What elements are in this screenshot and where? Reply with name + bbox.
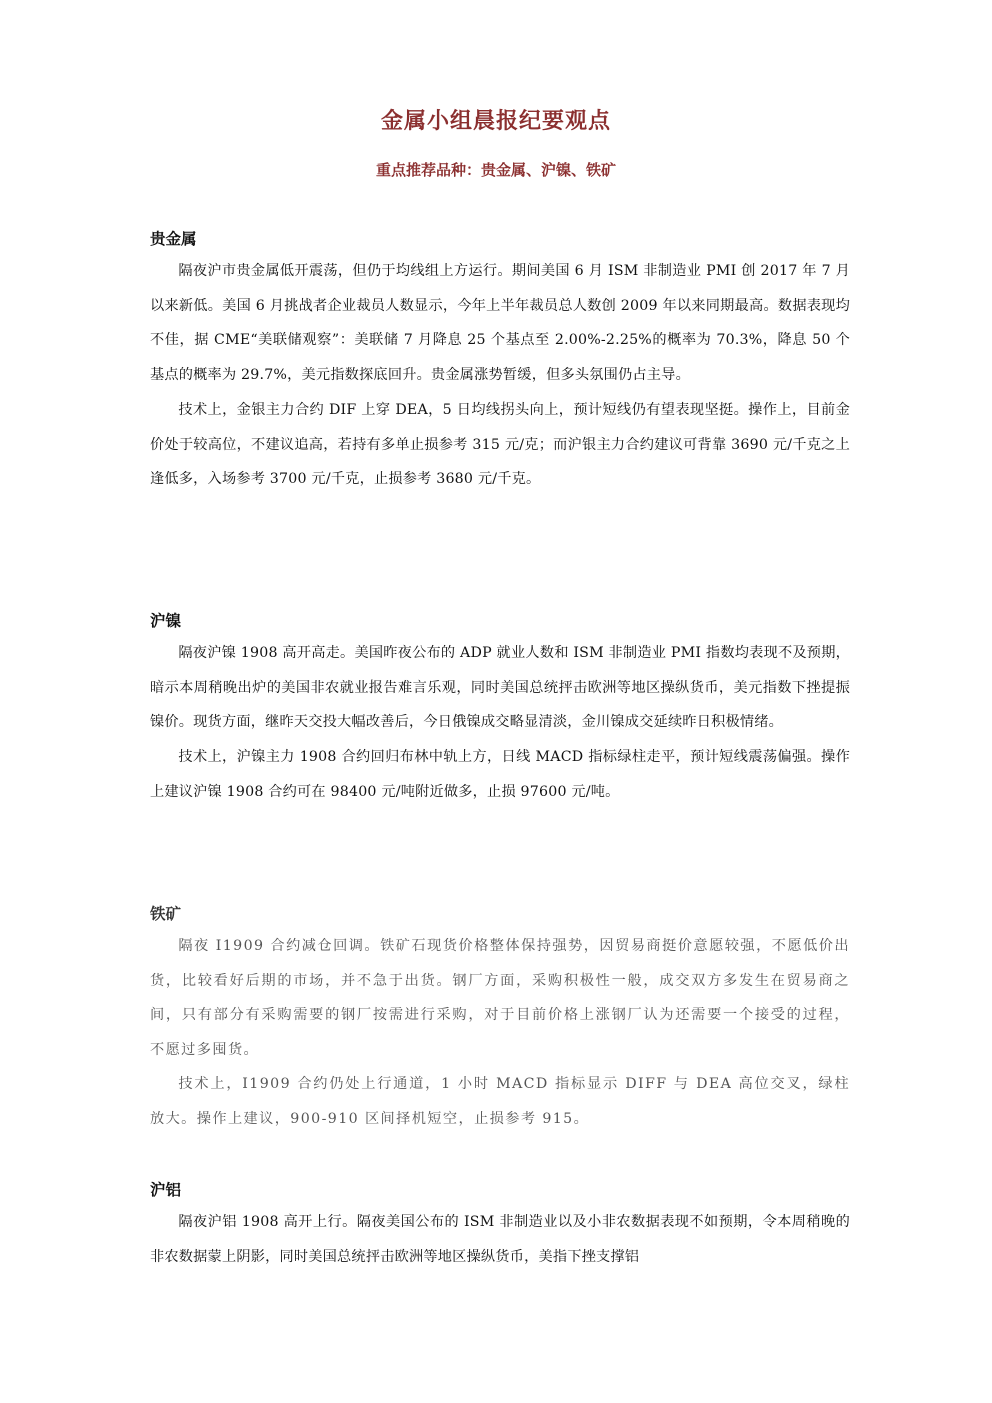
section-nickel [150,610,850,810]
section-heading: 铁矿 [150,905,182,923]
section-iron-ore [150,903,850,1136]
paragraph: 技术上，沪镍主力 1908 合约回归布林中轨上方，日线 MACD 指标绿柱走平，预计短线震荡偏强。操作上建议沪镍 1908 合约可在 98400 元/吨附近做多，止损 97600 元/吨。 [150,749,850,800]
section-aluminum [150,1179,850,1274]
paragraph: 隔夜 I1909 合约减仓回调。铁矿石现货价格整体保持强势，因贸易商挺价意愿较强，不愿低价出货，比较看好后期的市场，并不急于出货。钢厂方面，采购积极性一般，成交双方多发生在贸易商之间，只有部分有采购需要的钢厂按需进行采购，对于目前价格上涨钢厂认为还需要一个接受的过程，不愿过多囤货。 [150,938,850,1058]
paragraph: 技术上，金银主力合约 DIF 上穿 DEA，5 日均线拐头向上，预计短线仍有望表现坚挺。操作上，目前金价处于较高位，不建议追高，若持有多单止损参考 315 元/克；而沪银主力合约建议可背靠 3690 元/千克之上逢低多，入场参考 3700 元/千克，止损参考 3680 元/千克。 [150,401,850,488]
document-title: 金属小组晨报纪要观点 [380,109,611,134]
paragraph: 技术上，I1909 合约仍处上行通道，1 小时 MACD 指标显示 DIFF 与 DEA 高位交叉，绿柱放大。操作上建议，900-910 区间择机短空，止损参考 915。 [150,1076,850,1127]
document-subtitle: 重点推荐品种：贵金属、沪镍、铁矿 [375,161,616,179]
section-precious-metals [150,228,850,497]
section-body [150,1205,850,1274]
section-body [150,929,850,1136]
paragraph: 隔夜沪镍 1908 高开高走。美国昨夜公布的 ADP 就业人数和 ISM 非制造业 PMI 指数均表现不及预期，暗示本周稍晚出炉的美国非农就业报告难言乐观，同时美国总统抨击欧洲等地区操纵货币，美元指数下挫提振镍价。现货方面，继昨天交投大幅改善后，今日俄镍成交略显清淡，金川镍成交延续昨日积极情绪。 [150,645,850,731]
section-heading: 沪镍 [150,612,182,630]
section-body [150,254,850,497]
paragraph: 隔夜沪市贵金属低开震荡，但仍于均线组上方运行。期间美国 6 月 ISM 非制造业 PMI 创 2017 年 7 月以来新低。美国 6 月挑战者企业裁员人数显示，今年上半年裁员总人数创 2009 年以来同期最高。数据表现均不佳，据 CME“美联储观察”：美联储 7 月降息 25 个基点至 2.00%-2.25%的概率为 70.3%，降息 50 个基点的概率为 29.7%，美元指数探底回升。贵金属涨势暂缓，但多头氛围仍占主导。 [150,263,850,384]
paragraph: 隔夜沪铝 1908 高开上行。隔夜美国公布的 ISM 非制造业以及小非农数据表现不如预期，令本周稍晚的非农数据蒙上阴影，同时美国总统抨击欧洲等地区操纵货币，美指下挫支撑铝 [150,1214,850,1265]
section-heading: 贵金属 [150,230,197,248]
section-body [150,636,850,810]
section-heading: 沪铝 [150,1181,182,1199]
